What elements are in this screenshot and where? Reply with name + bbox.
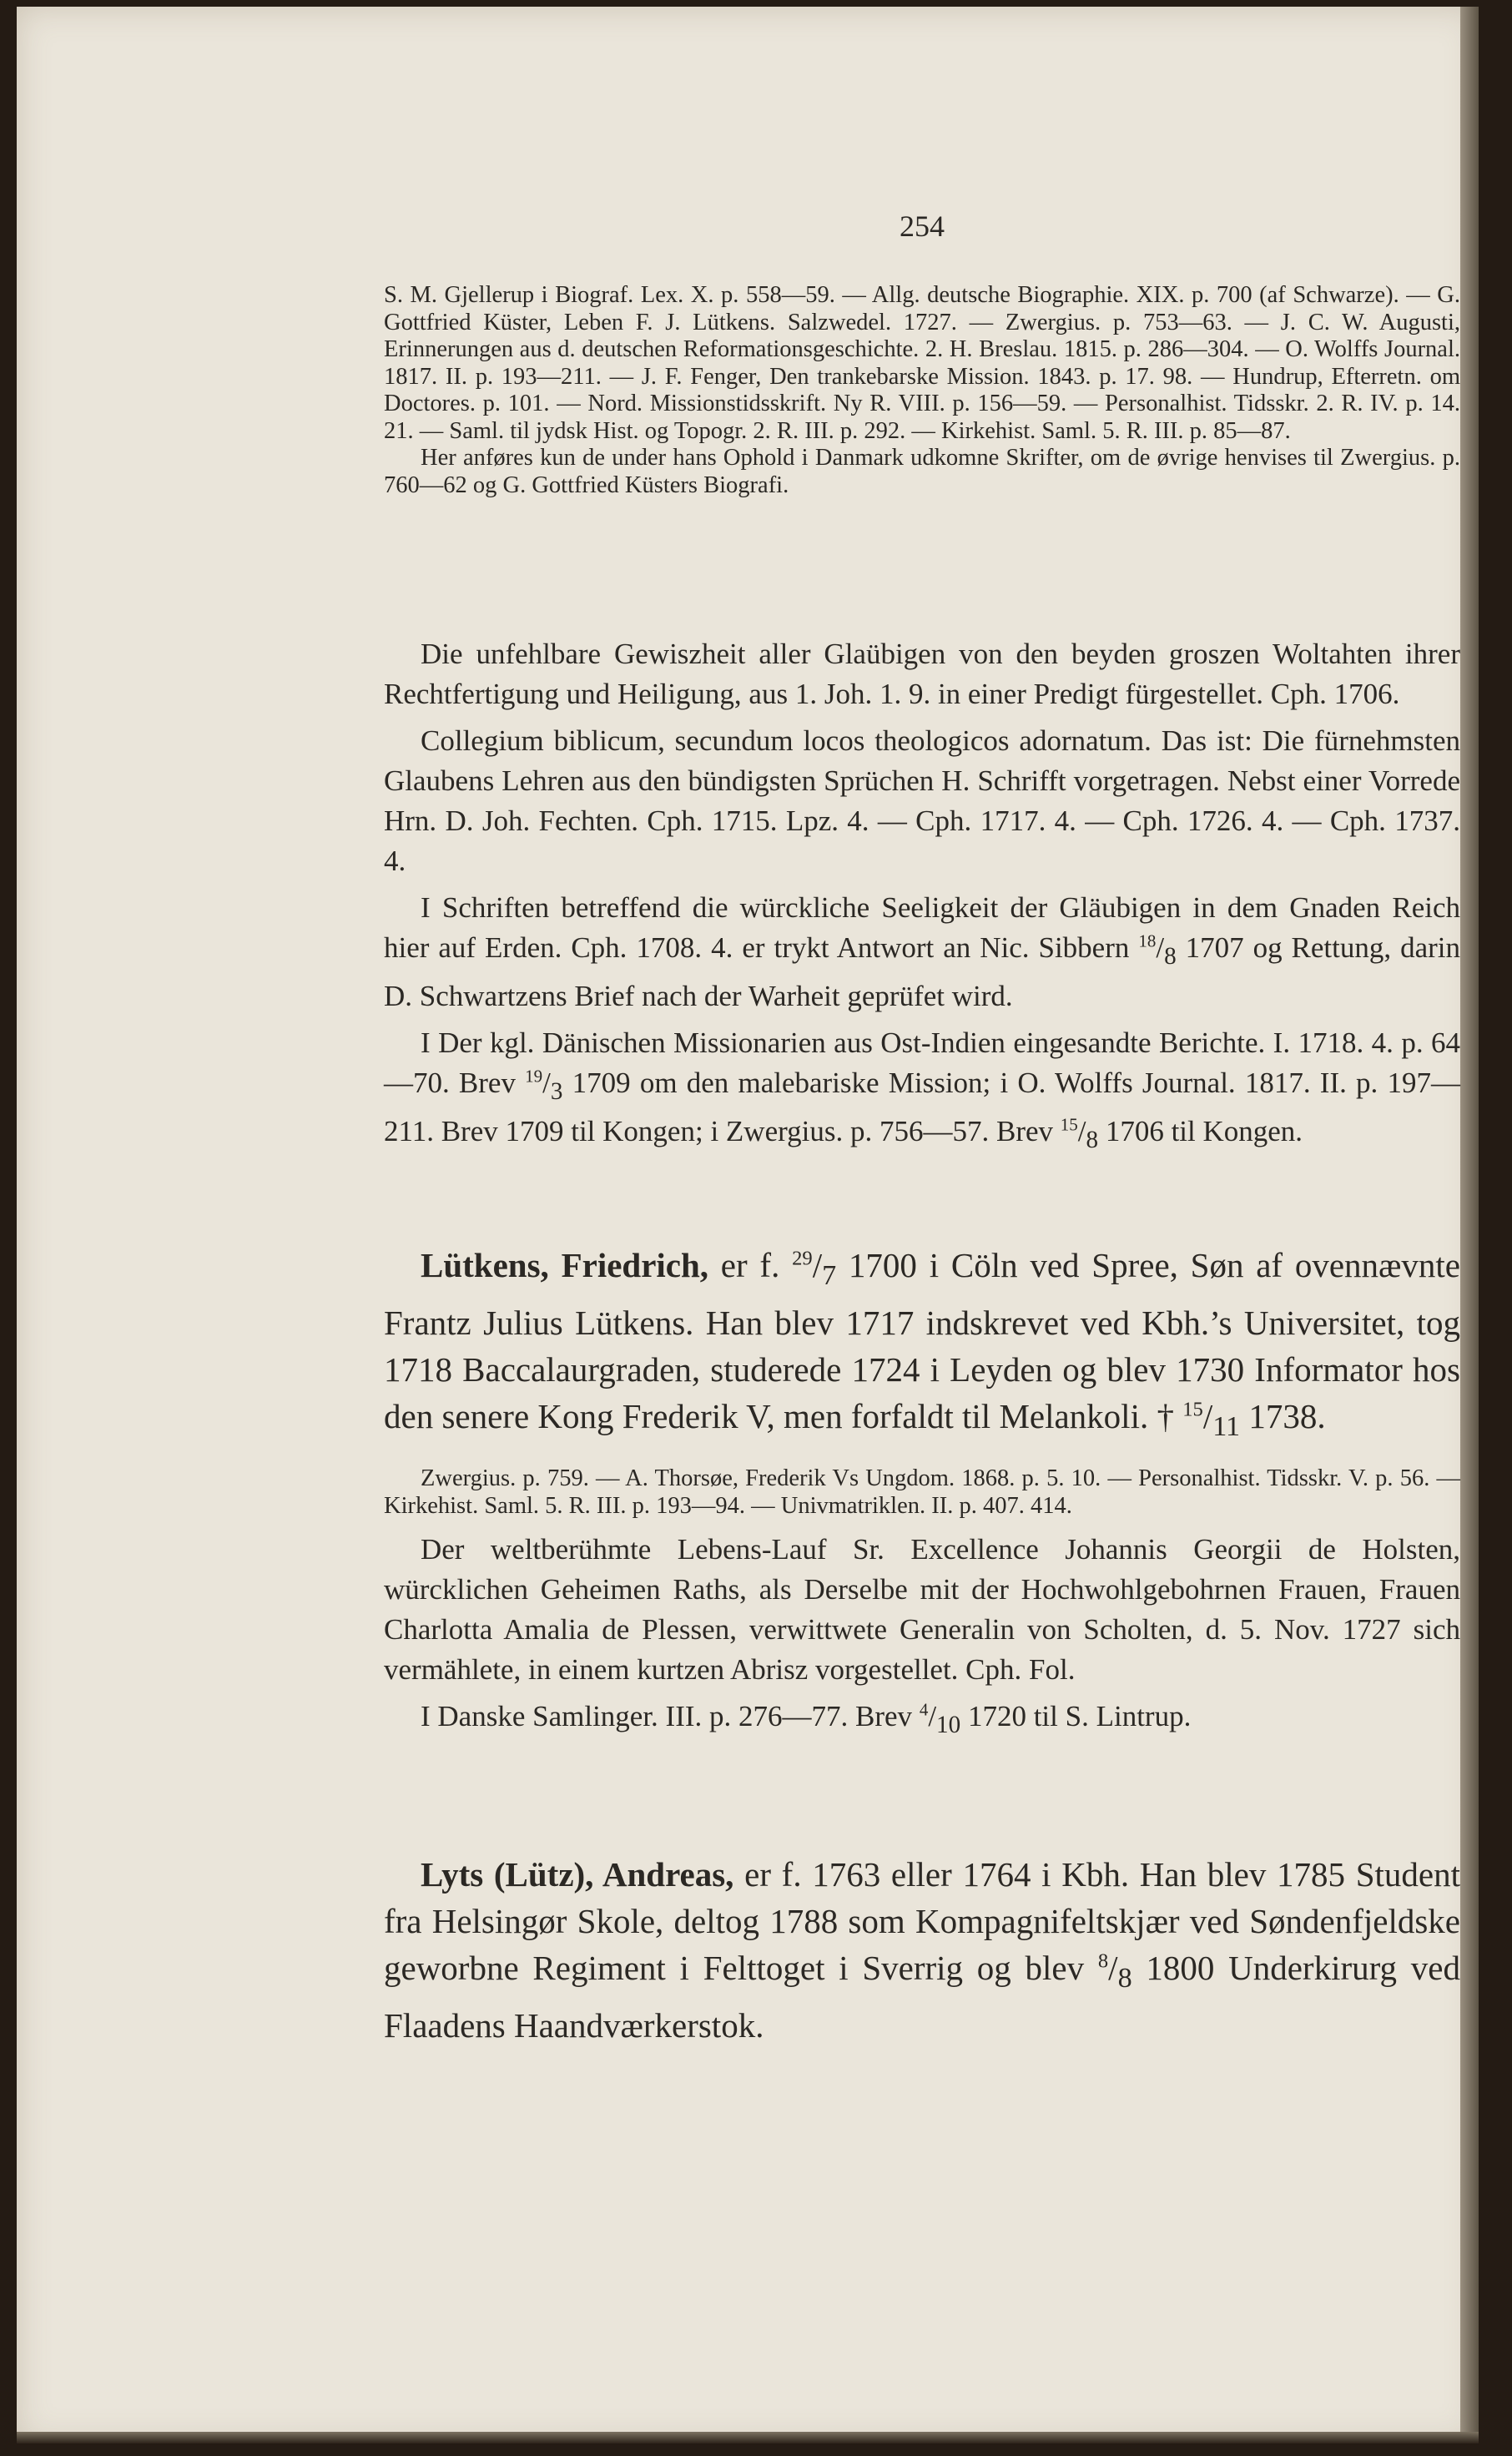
page-edge-right	[1460, 7, 1479, 2443]
work-entry-3: I Schriften betreffend die würckliche Seeligkeit der Gläubigen in dem Gnaden Reich hier auf Erden. Cph. 1708. 4. er trykt Antwort an Nic. Sibbern $^{18}/_8$ 1707 og Rettung, darin D. Schwartzens Brief nach der Warheit geprüfet wird.	[384, 891, 1460, 1012]
source-references-2: Zwergius. p. 759. — A. Thorsøe, Frederik Vs Ungdom. 1868. p. 5. 10. — Personalhist. Tidsskr. V. p. 56. — Kirkehist. Saml. 5. R. III. p. 193—94. — Univmatriklen. II. p. 407. 414.	[384, 1465, 1460, 1519]
source-references-1: S. M. Gjellerup i Biograf. Lex. X. p. 558—59. — Allg. deutsche Biographie. XIX. p. 700 (af Schwarze). — G. Gottfried Küster, Leben F. J. Lütkens. Salzwedel. 1727. — Zwergius. p. 753—63. — J. C. W. Augusti, Erinnerungen aus d. deutschen Reformationsgeschichte. 2. H. Breslau. 1815. p. 286—304. — O. Wolffs Journal. 1817. II. p. 193—211. — J. F. Fenger, Den trankebarske Mission. 1843. p. 17. 98. — Hundrup, Efterretn. om Doctores. p. 101. — Nord. Missionstidsskrift. Ny R. VIII. p. 156—59. — Personalhist. Tidsskr. 2. R. IV. p. 14. 21. — Saml. til jydsk Hist. og Topogr. 2. R. III. p. 292. — Kirkehist. Saml. 5. R. III. p. 85—87.	[384, 282, 1460, 444]
death-date-den: 11	[1212, 1411, 1241, 1443]
entry-andreas-text: Lyts (Lütz), Andreas, er f. 1763 eller 1764 i Kbh. Han blev 1785 Student fra Helsingør Skole, deltog 1788 som Kompagnifeltskjær ved Søndenfjeldske geworbne Regiment i Felttoget i Sverrig og blev $^8/_8$ 1800 Underkirurg ved Flaadens Haandværkerstok.	[384, 1855, 1460, 2045]
work-4-text-b: 1709 om den malebariske Mission; i O. Wolffs Journal. 1817. II. p. 197—211. Brev 1709 til Kongen; i Zwergius. p. 756—57. Brev	[384, 1067, 1460, 1147]
entry-friedrich-t3: 1738.	[1240, 1397, 1326, 1436]
work-3-date-den: 8	[1164, 943, 1177, 970]
work-6-text-b: 1720 til S. Lintrup.	[960, 1700, 1192, 1733]
work-entry-5: Der weltberühmte Lebens-Lauf Sr. Excellence Johannis Georgii de Holsten, würcklichen Geheimen Raths, als Derselbe mit der Hochwohlgebohrnen Frauen, Frauen Charlotta Amalia de Plessen, verwittwete Generalin von Scholten, d. 5. Nov. 1727 sich vermählete, in einem kurtzen Abrisz vorgestellet. Cph. Fol.	[384, 1533, 1460, 1687]
work-4-date2-num: 15	[1060, 1114, 1078, 1135]
biography-entry-friedrich	[384, 1242, 1460, 1745]
work-entry-4: I Der kgl. Dänischen Missionarien aus Ost-Indien eingesandte Berichte. I. 1718. 4. p. 64—70. Brev $^{19}/_3$ 1709 om den malebariske Mission; i O. Wolffs Journal. 1817. II. p. 197—211. Brev 1709 til Kongen; i Zwergius. p. 756—57. Brev $^{15}/_8$ 1706 til Kongen.	[384, 1026, 1460, 1153]
work-6-text-a: I Danske Samlinger. III. p. 276—77. Brev	[421, 1700, 920, 1733]
work-6-date-den: 10	[936, 1712, 961, 1739]
entry-friedrich-t1: er f.	[708, 1246, 793, 1284]
work-3-date-num: 18	[1138, 930, 1157, 951]
book-page	[17, 7, 1479, 2443]
source-note: Her anføres kun de under hans Ophold i Danmark udkomne Skrifter, om de øvrige henvises til Zwergius. p. 760—62 og G. Gottfried Küsters Biografi.	[384, 445, 1460, 498]
entry-friedrich-text: Lütkens, Friedrich, er f. $^{29}/_7$ 1700 i Cöln ved Spree, Søn af ovennævnte Frantz Julius Lütkens. Han blev 1717 indskrevet ved Kbh.’s Universitet, tog 1718 Baccalaurgraden, studerede 1724 i Leyden og blev 1730 Informator hos den senere Kong Frederik V, men forfaldt til Melankoli. † $^{15}/_{11}$ 1738.	[384, 1246, 1460, 1443]
death-date-num: 15	[1182, 1398, 1203, 1421]
birth-date-den: 7	[822, 1260, 837, 1292]
work-4-date1-num: 19	[525, 1066, 543, 1087]
work-4-text-c: 1706 til Kongen.	[1098, 1115, 1303, 1147]
work-entry-2: Collegium biblicum, secundum locos theologicos adornatum. Das ist: Die fürnehmsten Glaubens Lehren aus den bündigsten Sprüchen H. Schrifft vorgetragen. Nebst einer Vorrede Hrn. D. Joh. Fechten. Cph. 1715. Lpz. 4. — Cph. 1717. 4. — Cph. 1726. 4. — Cph. 1737. 4.	[384, 724, 1460, 877]
work-4-date1-den: 3	[550, 1078, 563, 1105]
work-3-text-b: 1707 og Rettung, darin D. Schwartzens Brief nach der Warheit geprüfet wird.	[384, 931, 1460, 1012]
work-4-date2-den: 8	[1086, 1127, 1099, 1153]
entry-friedrich-name: Lütkens, Friedrich,	[421, 1246, 709, 1284]
entry-andreas-t1: er f. 1763 eller 1764 i Kbh. Han blev 1785 Student fra Helsingør Skole, deltog 1788 som Kompagnifeltskjær ved Søndenfjeldske geworbne Regiment i Felttoget i Sverrig og blev	[384, 1855, 1460, 1987]
entry-andreas-name: Lyts (Lütz), Andreas,	[421, 1855, 734, 1894]
work-entry-6: I Danske Samlinger. III. p. 276—77. Brev $^4/_{10}$ 1720 til S. Lintrup.	[421, 1699, 1192, 1739]
sources-block-1	[384, 282, 1460, 499]
work-6-date-num: 4	[919, 1699, 929, 1720]
work-3-text-a: I Schriften betreffend die würckliche Seeligkeit der Gläubigen in dem Gnaden Reich hier auf Erden. Cph. 1708. 4. er trykt Antwort an Nic. Sibbern	[384, 891, 1460, 964]
birth-date-num: 29	[792, 1247, 813, 1270]
page-number: 254	[900, 209, 945, 243]
biography-entry-andreas	[384, 1851, 1460, 2049]
entry-friedrich-t2: 1700 i Cöln ved Spree, Søn af ovennævnte Frantz Julius Lütkens. Han blev 1717 indskrevet ved Kbh.’s Universitet, tog 1718 Baccalaurgraden, studerede 1724 i Leyden og blev 1730 Informator hos den senere Kong Frederik V, men forfaldt til Melankoli. †	[384, 1246, 1460, 1436]
andreas-date-num: 8	[1097, 1949, 1109, 1973]
andreas-date-den: 8	[1117, 1963, 1132, 1995]
work-4-text-a: I Der kgl. Dänischen Missionarien aus Ost-Indien eingesandte Berichte. I. 1718. 4. p. 64—70. Brev	[384, 1026, 1460, 1099]
works-block-1	[384, 634, 1460, 1160]
work-entry-1: Die unfehlbare Gewiszheit aller Glaübigen von den beyden groszen Woltahten ihrer Rechtfertigung und Heiligung, aus 1. Joh. 1. 9. in einer Predigt fürgestellet. Cph. 1706.	[384, 638, 1460, 710]
entry-andreas-t2: 1800 Underkirurg ved Flaadens Haandværkerstok.	[384, 1949, 1460, 2045]
page-edge-bottom	[17, 2432, 1479, 2443]
